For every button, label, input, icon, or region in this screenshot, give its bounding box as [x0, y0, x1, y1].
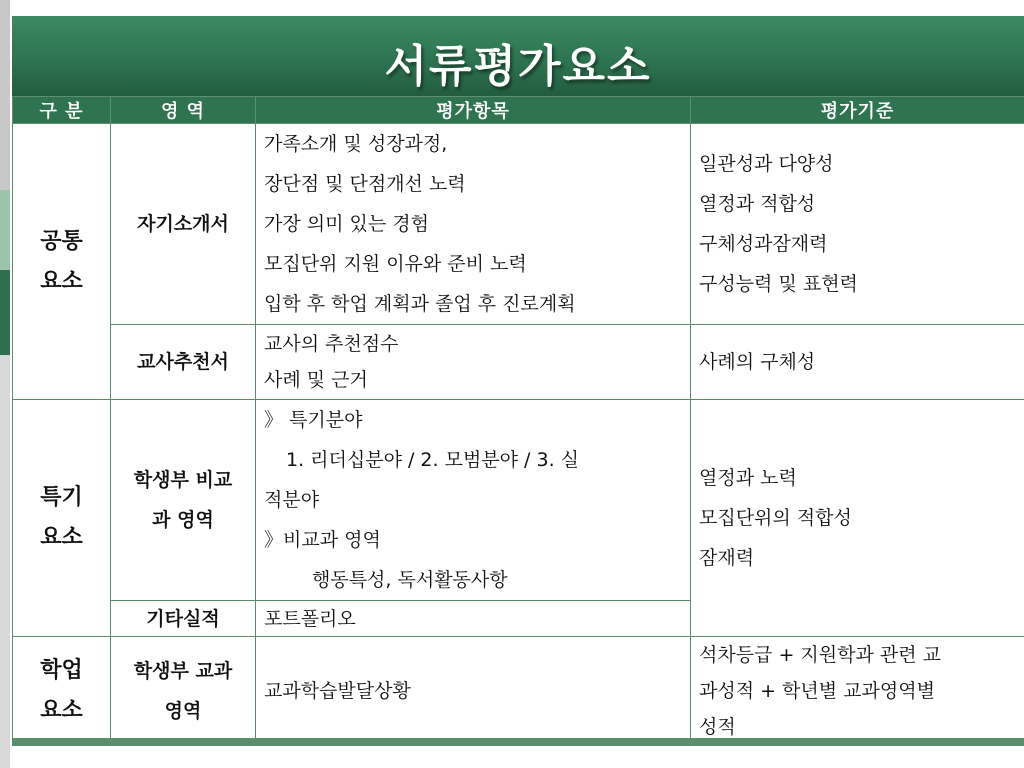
category-special: 특기 요소 [13, 400, 111, 637]
criteria-self-intro: 일관성과 다양성 열정과 적합성 구체성과잠재력 구성능력 및 표현력 [691, 124, 1024, 325]
table-row [13, 124, 1024, 325]
category-academic: 학업 요소 [13, 637, 111, 746]
title-bar [12, 16, 1024, 96]
items-self-intro: 가족소개 및 성장과정, 장단점 및 단점개선 노력 가장 의미 있는 경험 모집단위 지원 이유와 준비 노력 입학 후 학업 계획과 졸업 후 진로계획 [256, 124, 691, 325]
evaluation-table [12, 96, 1024, 746]
criteria-special: 열정과 노력 모집단위의 적합성 잠재력 [691, 400, 1024, 637]
table-row [13, 637, 1024, 746]
header-area: 영 역 [111, 97, 256, 124]
area-curriculum: 학생부 교과 영역 [111, 637, 256, 746]
items-extracurricular: 》 특기분야 1. 리더십분야 / 2. 모범분야 / 3. 실 적분야 》비교과 영역 행동특성, 독서활동사항 [256, 400, 691, 601]
table-row [13, 400, 1024, 601]
items-curriculum: 교과학습발달상황 [256, 637, 691, 746]
header-category: 구 분 [13, 97, 111, 124]
page-title: 서류평가요소 [384, 41, 652, 92]
header-criteria: 평가기준 [691, 97, 1024, 124]
criteria-curriculum: 석차등급 + 지원학과 관련 교 과성적 + 학년별 교과영역별 성적 [691, 637, 1024, 746]
items-recommendation: 교사의 추천점수 사례 및 근거 [256, 325, 691, 400]
area-extracurricular: 학생부 비교 과 영역 [111, 400, 256, 601]
criteria-recommendation: 사례의 구체성 [691, 325, 1024, 400]
header-items: 평가항목 [256, 97, 691, 124]
area-recommendation: 교사추천서 [111, 325, 256, 400]
table-row [13, 325, 1024, 400]
items-other: 포트폴리오 [256, 601, 691, 637]
area-self-intro: 자기소개서 [111, 124, 256, 325]
bottom-decor-bar [12, 738, 1024, 746]
category-common: 공통 요소 [13, 124, 111, 400]
left-decor-strip [0, 0, 10, 768]
area-other: 기타실적 [111, 601, 256, 637]
header-row [13, 97, 1024, 124]
